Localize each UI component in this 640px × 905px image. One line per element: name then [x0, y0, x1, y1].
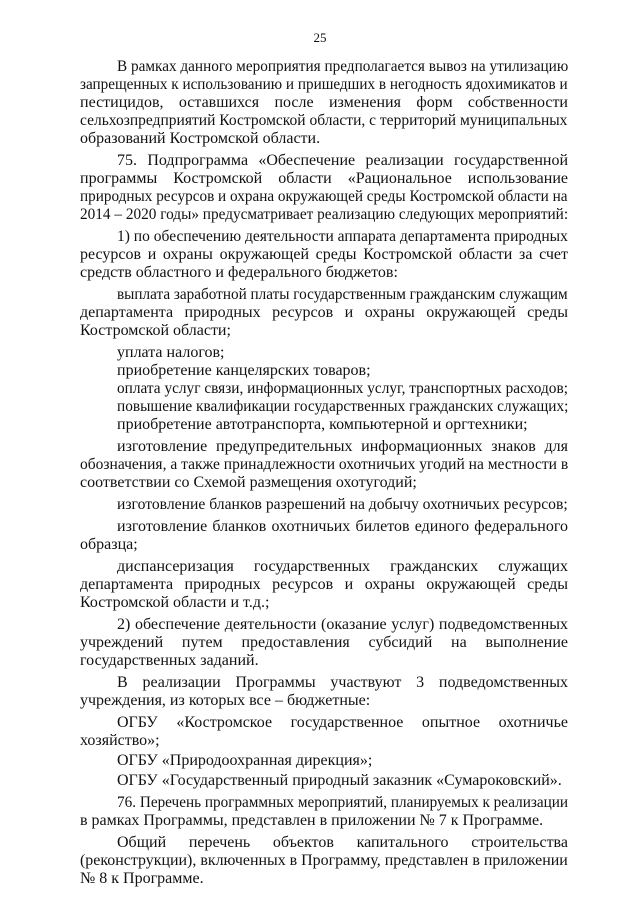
text-line: соответствии со Схемой размещения охотугодий;: [80, 474, 417, 491]
text-line: 2014 – 2020 годы» предусматривает реализацию следующих мероприятий:: [80, 206, 569, 223]
text-line: пестицидов, оставшихся после изменения форм собственности: [80, 94, 568, 111]
page-number: 25: [313, 30, 327, 45]
text-line: В рамках данного мероприятия предполагается вывоз на утилизацию: [117, 58, 569, 75]
text-line: Костромской области;: [80, 322, 231, 339]
text-line: департамента природных ресурсов и охраны окружающей среды: [80, 576, 568, 593]
text-line: (реконструкции), включенных в Программу, представлен в приложении: [80, 852, 568, 869]
text-line: диспансеризация государственных гражданских служащих: [117, 558, 568, 575]
text-line: изготовление предупредительных информационных знаков для: [117, 438, 568, 455]
text-line: оплата услуг связи, информационных услуг, транспортных расходов;: [117, 380, 568, 397]
text-line: сельхозпредприятий Костромской области, с территорий муниципальных: [80, 112, 568, 129]
text-line: ресурсов и охраны окружающей среды Костромской области за счет: [80, 246, 568, 263]
text-line: № 8 к Программе.: [80, 870, 204, 887]
text-line: программы Костромской области «Рациональное использование: [80, 170, 568, 187]
text-line: 1) по обеспечению деятельности аппарата департамента природных: [117, 228, 568, 245]
text-line: государственных заданий.: [80, 652, 259, 669]
text-line: природных ресурсов и охрана окружающей среды Костромской области на: [80, 188, 568, 205]
text-line: В реализации Программы участвуют 3 подведомственных: [117, 674, 568, 691]
text-line: средств областного и федерального бюджетов:: [80, 264, 398, 281]
text-line: ОГБУ «Государственный природный заказник «Сумароковский».: [117, 772, 562, 789]
text-line: приобретение автотранспорта, компьютерной и оргтехники;: [117, 416, 528, 433]
text-line: ОГБУ «Природоохранная дирекция»;: [117, 752, 373, 769]
text-line: приобретение канцелярских товаров;: [117, 362, 371, 379]
text-line: учреждений путем предоставления субсидий на выполнение: [80, 634, 568, 651]
text-line: департамента природных ресурсов и охраны окружающей среды: [80, 304, 568, 321]
text-line: выплата заработной платы государственным гражданским служащим: [117, 286, 568, 303]
text-line: образца;: [80, 536, 138, 553]
text-line: изготовление бланков разрешений на добычу охотничьих ресурсов;: [117, 496, 568, 513]
text-line: 2) обеспечение деятельности (оказание услуг) подведомственных: [117, 616, 568, 633]
text-line: хозяйство»;: [80, 732, 160, 749]
text-line: образований Костромской области.: [80, 130, 321, 147]
text-line: Костромской области и т.д.;: [80, 594, 270, 611]
text-line: 76. Перечень программных мероприятий, планируемых к реализации: [117, 794, 569, 811]
text-line: ОГБУ «Костромское государственное опытное охотничье: [117, 714, 568, 731]
text-line: Общий перечень объектов капитального строительства: [117, 834, 568, 851]
text-line: уплата налогов;: [117, 344, 225, 361]
text-line: 75. Подпрограмма «Обеспечение реализации государственной: [117, 152, 568, 169]
text-line: изготовление бланков охотничьих билетов единого федерального: [117, 518, 568, 535]
text-line: в рамках Программы, представлен в приложении № 7 к Программе.: [80, 812, 544, 829]
text-line: запрещенных к использованию и пришедших в негодность ядохимикатов и: [80, 76, 568, 93]
text-line: повышение квалификации государственных гражданских служащих;: [117, 398, 569, 415]
text-line: учреждения, из которых все – бюджетные:: [80, 692, 371, 709]
text-line: обозначения, а также принадлежности охотничьих угодий на местности в: [80, 456, 569, 473]
